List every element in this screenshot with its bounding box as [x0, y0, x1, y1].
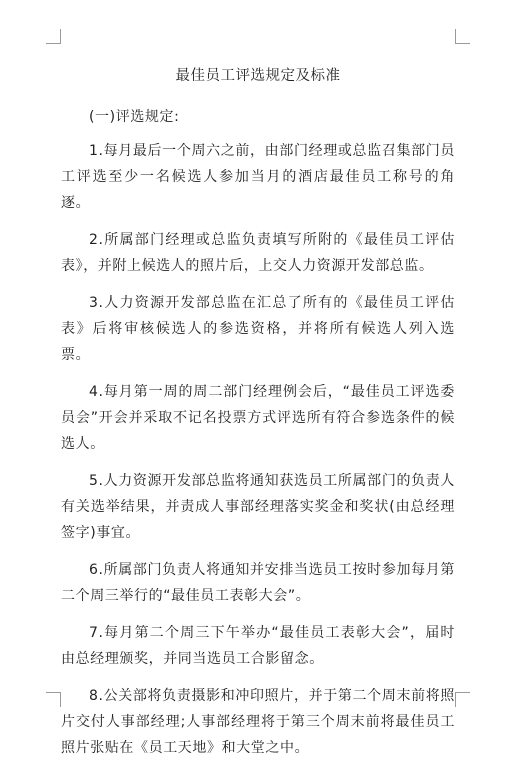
rule-item-8: 8.公关部将负责摄影和冲印照片，并于第二个周末前将照片交付人事部经理;人事部经理将于第三个周末前将最佳员工照片张贴在《员工天地》和大堂之中。: [61, 688, 455, 756]
crop-mark-top-left: [46, 29, 61, 44]
rule-item-3: 3.人力资源开发部总监在汇总了所有的《最佳员工评估表》后将审核候选人的参选资格，并将所有候选人列入选票。: [61, 295, 455, 363]
section-heading: (一)评选规定:: [89, 109, 180, 125]
rule-item-6: 6.所属部门负责人将通知并安排当选员工按时参加每月第二个周三举行的“最佳员工表彰大会”。: [61, 562, 455, 604]
document-title: 最佳员工评选规定及标准: [175, 68, 341, 84]
rule-item-2: 2.所属部门经理或总监负责填写所附的《最佳员工评估表》，并附上候选人的照片后，上交人力资源开发部总监。: [61, 232, 455, 274]
document-body: [61, 64, 455, 772]
rule-item-5: 5.人力资源开发部总监将通知获选员工所属部门的负责人有关选举结果，并责成人事部经理落实奖金和奖状(由总经理签字)事宜。: [61, 473, 455, 541]
crop-mark-bottom-right: [455, 692, 470, 707]
rule-item-4: 4.每月第一周的周二部门经理例会后，“最佳员工评选委员会”开会并采取不记名投票方式评选所有符合参选条件的候选人。: [61, 384, 455, 452]
crop-mark-bottom-left: [46, 692, 61, 707]
rule-item-1: 1.每月最后一个周六之前，由部门经理或总监召集部门员工评选至少一名候选人参加当月的酒店最佳员工称号的角逐。: [61, 143, 455, 211]
crop-mark-top-right: [455, 29, 470, 44]
rule-item-7: 7.每月第二个周三下午举办“最佳员工表彰大会”，届时由总经理颁奖，并同当选员工合影留念。: [61, 625, 455, 667]
